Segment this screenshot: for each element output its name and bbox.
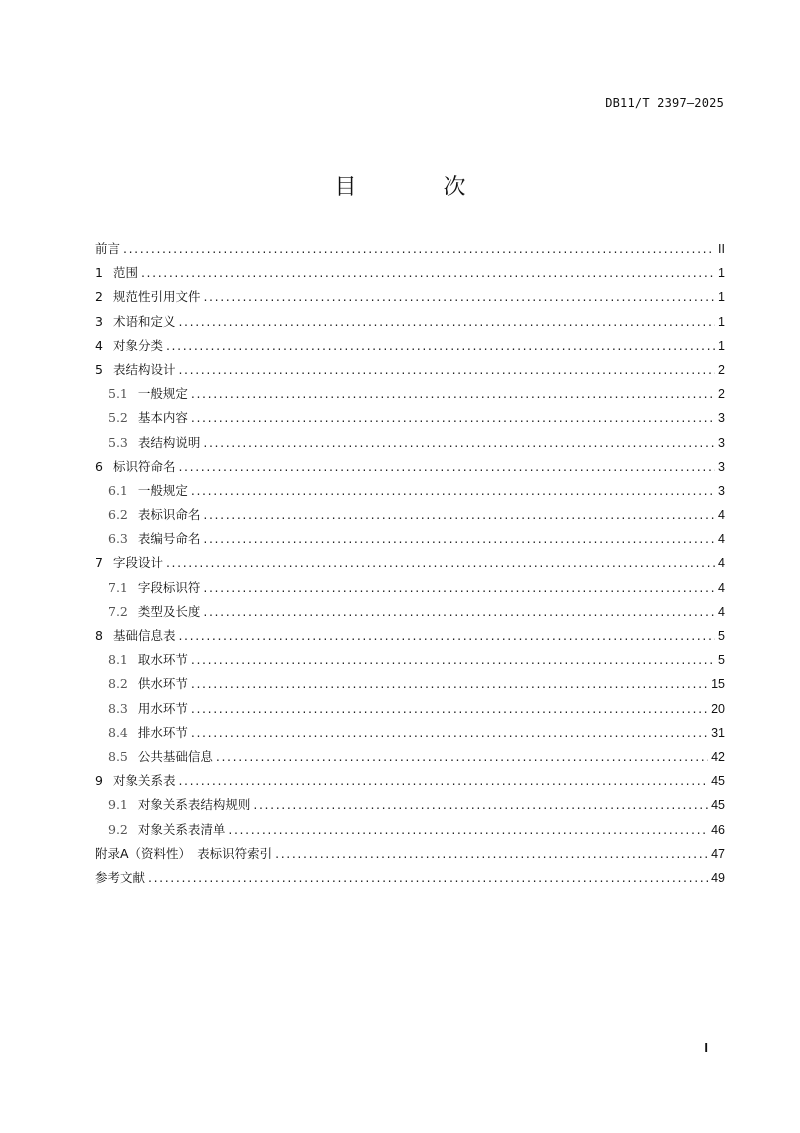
toc-entry-number: 9.1 xyxy=(108,797,128,813)
toc-entry-title: 参考文献 xyxy=(95,869,146,885)
toc-entry-page: 45 xyxy=(711,798,725,813)
page-number: I xyxy=(704,1040,708,1055)
toc-entry-number: 8.2 xyxy=(108,676,128,692)
document-code: DB11/T 2397—2025 xyxy=(605,96,724,110)
dot-leader xyxy=(123,237,715,261)
toc-entry-number: 5.2 xyxy=(108,410,128,426)
toc-entry[interactable] xyxy=(95,600,725,624)
toc-entry-title: 标识符命名 xyxy=(112,458,176,474)
dot-leader xyxy=(203,527,715,551)
dot-leader xyxy=(178,310,715,334)
toc-entry-number: 3 xyxy=(95,313,103,329)
toc-entry-title: 用水环节 xyxy=(137,700,188,716)
dot-leader xyxy=(203,576,715,600)
toc-entry-page: 49 xyxy=(711,870,725,885)
dot-leader xyxy=(203,431,715,455)
toc-entry-title: 前言 xyxy=(95,241,121,256)
toc-entry-title: 取水环节 xyxy=(137,652,188,668)
toc-entry-number: 2 xyxy=(95,289,103,305)
toc-entry-title: 范围 xyxy=(112,265,138,281)
toc-entry-page: 3 xyxy=(718,435,725,450)
toc-entry-page: 1 xyxy=(718,266,725,281)
dot-leader xyxy=(191,672,708,696)
toc-entry[interactable] xyxy=(95,455,725,479)
toc-entry[interactable] xyxy=(95,648,725,672)
toc-entry-page: 4 xyxy=(718,508,725,523)
toc-entry-title: 字段设计 xyxy=(112,555,163,571)
toc-entry-title: 基础信息表 xyxy=(112,628,176,643)
toc-entry-title: 供水环节 xyxy=(137,676,188,692)
toc-entry[interactable] xyxy=(95,745,725,769)
dot-leader xyxy=(191,382,715,406)
toc-entry[interactable] xyxy=(95,358,725,382)
toc-entry-subtitle: 表标识符索引 xyxy=(197,845,273,861)
toc-entry-number: 4 xyxy=(95,337,103,353)
toc-entry-number: 8 xyxy=(95,628,103,643)
dot-leader xyxy=(203,600,715,624)
toc-entry-page: 31 xyxy=(711,725,725,740)
toc-entry-page: 46 xyxy=(711,822,725,837)
toc-entry[interactable] xyxy=(95,334,725,358)
toc-entry-page: 47 xyxy=(711,846,725,861)
dot-leader xyxy=(191,479,715,503)
toc-entry-page: II xyxy=(718,242,725,256)
toc-entry-title: 表编号命名 xyxy=(137,531,201,547)
toc-entry[interactable] xyxy=(95,697,725,721)
toc-entry-page: 4 xyxy=(718,556,725,571)
toc-entry[interactable] xyxy=(95,793,725,817)
toc-entry-title: 公共基础信息 xyxy=(137,748,213,764)
toc-entry-title: 一般规定 xyxy=(137,482,188,498)
toc-entry[interactable] xyxy=(95,672,725,696)
toc-entry[interactable] xyxy=(95,866,725,890)
toc-entry-page: 1 xyxy=(718,338,725,353)
dot-leader xyxy=(178,358,715,382)
toc-entry[interactable] xyxy=(95,721,725,745)
toc-entry-page: 15 xyxy=(711,677,725,692)
toc-entry-page: 3 xyxy=(718,411,725,426)
toc-entry[interactable] xyxy=(95,842,725,866)
dot-leader xyxy=(253,793,708,817)
toc-entry-title: 排水环节 xyxy=(137,724,188,740)
toc-entry-title: 一般规定 xyxy=(137,386,188,402)
toc-entry-title: 对象关系表 xyxy=(112,773,176,789)
dot-leader xyxy=(191,721,708,745)
toc-entry-number: 6.2 xyxy=(108,507,128,523)
toc-entry-number: 9.2 xyxy=(108,821,128,837)
toc-entry-page: 5 xyxy=(718,653,725,668)
dot-leader xyxy=(178,624,715,648)
dot-leader xyxy=(178,769,708,793)
toc-entry-number: 8.3 xyxy=(108,700,128,716)
dot-leader xyxy=(178,455,715,479)
toc-entry-title: 规范性引用文件 xyxy=(112,289,201,305)
toc-entry-number: 8.4 xyxy=(108,724,128,740)
toc-entry[interactable] xyxy=(95,382,725,406)
toc-entry-title: 附录A（资料性） xyxy=(95,845,192,861)
toc-entry-number: 6 xyxy=(95,458,103,474)
toc-entry-number: 1 xyxy=(95,265,103,281)
toc-entry-title: 表结构设计 xyxy=(112,361,176,377)
toc-entry-number: 7.1 xyxy=(108,579,128,595)
toc-entry[interactable] xyxy=(95,310,725,334)
toc-entry[interactable] xyxy=(95,503,725,527)
toc-entry-page: 3 xyxy=(718,459,725,474)
toc-entry-page: 2 xyxy=(718,362,725,377)
toc-entry-title: 表标识命名 xyxy=(137,507,201,523)
toc-entry[interactable] xyxy=(95,576,725,600)
toc-entry-page: 20 xyxy=(711,701,725,716)
dot-leader xyxy=(203,285,715,309)
toc-entry-page: 2 xyxy=(718,387,725,402)
dot-leader xyxy=(275,842,708,866)
dot-leader xyxy=(191,406,715,430)
toc-entry-number: 6.1 xyxy=(108,482,128,498)
toc-entry-title: 字段标识符 xyxy=(137,579,201,595)
toc-entry-number: 8.1 xyxy=(108,652,128,668)
toc-entry-page: 1 xyxy=(718,314,725,329)
toc-entry-page: 3 xyxy=(718,483,725,498)
table-of-contents xyxy=(95,237,725,890)
toc-entry-number: 8.5 xyxy=(108,748,128,764)
dot-leader xyxy=(191,648,715,672)
toc-entry-title: 对象分类 xyxy=(112,337,163,353)
toc-entry[interactable] xyxy=(95,261,725,285)
toc-entry-page: 4 xyxy=(718,604,725,619)
toc-entry[interactable] xyxy=(95,624,725,648)
dot-leader xyxy=(203,503,715,527)
toc-entry-number: 7 xyxy=(95,555,103,571)
toc-entry-page: 1 xyxy=(718,290,725,305)
toc-entry[interactable] xyxy=(95,769,725,793)
toc-entry-page: 42 xyxy=(711,749,725,764)
toc-entry-page: 4 xyxy=(718,532,725,547)
toc-entry-title: 术语和定义 xyxy=(112,313,176,329)
toc-entry[interactable] xyxy=(95,527,725,551)
toc-entry-number: 6.3 xyxy=(108,531,128,547)
toc-entry[interactable] xyxy=(95,285,725,309)
toc-entry[interactable] xyxy=(95,818,725,842)
toc-entry[interactable] xyxy=(95,479,725,503)
dot-leader xyxy=(191,697,708,721)
dot-leader xyxy=(228,818,708,842)
toc-entry-number: 5.3 xyxy=(108,434,128,450)
toc-entry-page: 45 xyxy=(711,774,725,789)
dot-leader xyxy=(216,745,708,769)
toc-title: 目 次 xyxy=(334,175,506,200)
toc-entry-number: 7.2 xyxy=(108,603,128,619)
dot-leader xyxy=(148,866,708,890)
toc-entry-page: 5 xyxy=(718,629,725,643)
toc-entry[interactable] xyxy=(95,237,725,261)
dot-leader xyxy=(141,261,715,285)
toc-entry[interactable] xyxy=(95,406,725,430)
toc-entry-title: 基本内容 xyxy=(137,410,188,426)
toc-entry-title: 对象关系表结构规则 xyxy=(137,797,251,813)
toc-entry-page: 4 xyxy=(718,580,725,595)
toc-entry-title: 类型及长度 xyxy=(137,603,201,619)
toc-entry-number: 5.1 xyxy=(108,386,128,402)
toc-entry-title: 对象关系表清单 xyxy=(137,821,226,837)
dot-leader xyxy=(166,334,715,358)
toc-entry-title: 表结构说明 xyxy=(137,434,201,450)
toc-entry-number: 9 xyxy=(95,773,103,789)
toc-entry[interactable] xyxy=(95,551,725,575)
toc-entry[interactable] xyxy=(95,431,725,455)
toc-entry-number: 5 xyxy=(95,361,103,377)
dot-leader xyxy=(166,551,715,575)
